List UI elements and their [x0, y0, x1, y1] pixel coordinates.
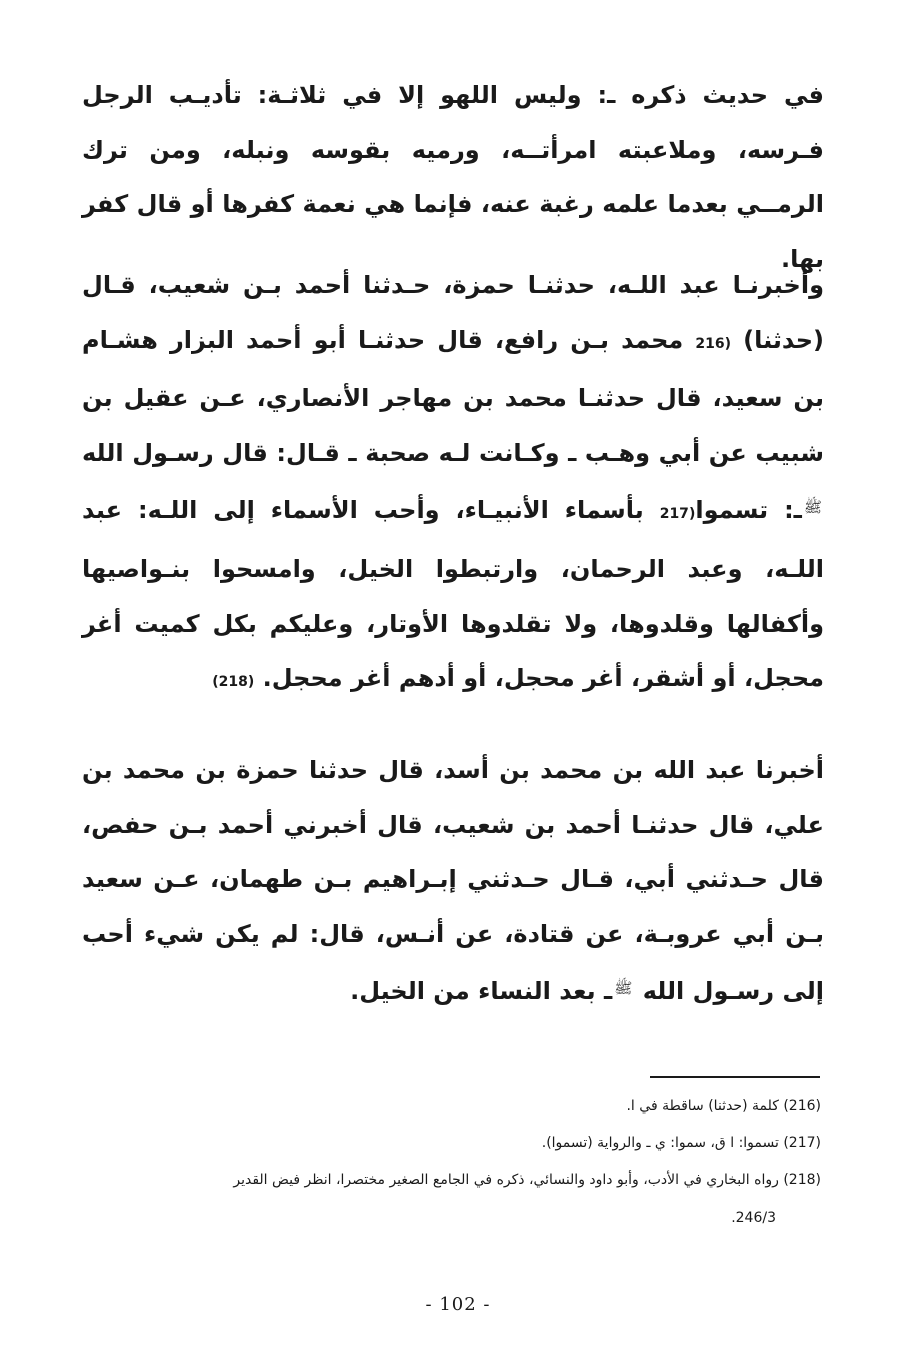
- honorific-glyph: ﷺ: [803, 498, 822, 517]
- footnote-separator: [650, 1076, 820, 1078]
- footnote-217: (217) تسموا: ا ق، سموا: ي ـ والرواية (تسموا).: [541, 1135, 821, 1151]
- footnote-218: (218) رواه البخاري في الأدب، وأبو داود والنسائي، ذكره في الجامع الصغير مختصرا، انظر فيض القدير: [233, 1172, 821, 1188]
- footnote-ref-217[interactable]: (217: [659, 506, 696, 523]
- paragraph-3-text-2: ـ بعد النساء من الخيل.: [350, 977, 613, 1006]
- paragraph-2-text-1: وأخبرنـا عبد اللـه، حدثنـا حمزة، حـدثنا أحمد بـن شعيب، قـال (حدثنا): [82, 271, 825, 354]
- paragraph-2-text-2: محمد بـن رافع، قال حدثنـا أبو أحمد البزار هشـام بن سعيد، قال حدثنـا محمد بن مهاجر الأنصاري، عـن عقيل بن شبيب عن أبي وهـب ـ وكـانت لـه صحبة ـ قـال: قال رسـول الله: [82, 325, 824, 467]
- page-number: - 102 -: [425, 1294, 491, 1315]
- paragraph-2-text-4: بأسماء الأنبيـاء، وأحب الأسماء إلى اللـه: عبد اللـه، وعبد الرحمان، وارتبطوا الخيل، وامسحوا بنـواصيها وأكفالها وقلدوها، ولا تقلدوها الأوتار، وعليكم بكل كميت أغر محجل، أو أشقر، أغر محجل، أو أدهم أغر محجل.: [82, 496, 824, 693]
- paragraph-3-text-1: أخبرنا عبد الله بن محمد بن أسد، قال حدثنا حمزة بن محمد بن علي، قال حدثنـا أحمد بن شعيب، قال أخبرني أحمد بـن حفص، قال حـدثني أبي، قـال حـدثني إبـراهيم بـن طهمان، عـن سعيد بـن أبي عروبـة، عن قتادة، عن أنـس، قال: لم يكن شيء أحب إلى رسـول الله: [82, 756, 824, 1006]
- paragraph-1: في حديث ذكره ـ: وليس اللهو إلا في ثلاثـة: تأديـب الرجل فـرسه، وملاعبته امرأتــه، ورميه بقوسه ونبله، ومن ترك الرمــي بعدما علمه رغبة عنه، فإنما هي نعمة كفرها أو قال كفر بها.: [82, 81, 824, 273]
- paragraph-2: [82, 258, 824, 710]
- footnote-ref-216[interactable]: (216: [695, 335, 731, 352]
- footnote-ref-218[interactable]: (218): [212, 674, 255, 691]
- paragraph-3: [82, 743, 824, 1019]
- paragraph-2-text-3: ـ: تسموا: [695, 496, 802, 525]
- footnote-216: (216) كلمة (حدثنا) ساقطة في ا.: [626, 1098, 821, 1114]
- honorific-glyph: ﷺ: [614, 979, 633, 998]
- footnote-218-continuation: 246/3.: [731, 1210, 776, 1226]
